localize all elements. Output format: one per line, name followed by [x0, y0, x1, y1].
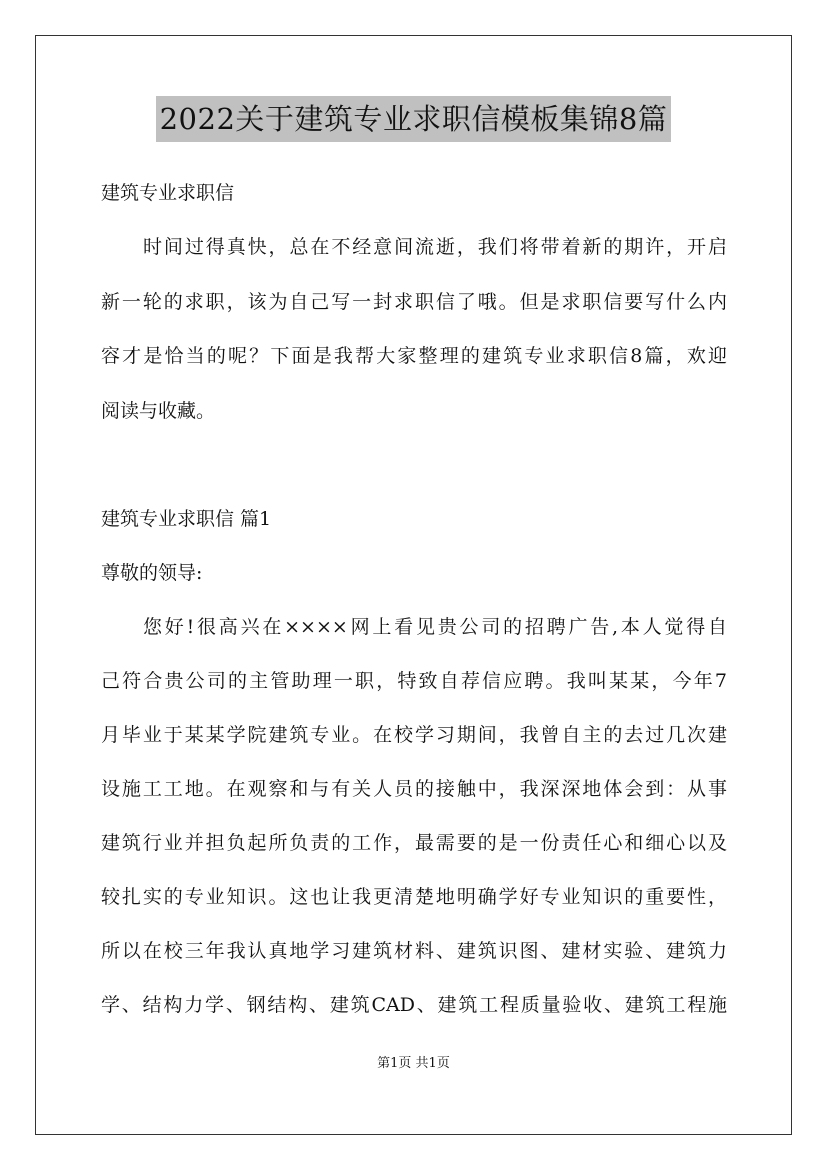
body-line: 较扎实的专业知识。这也让我更清楚地明确学好专业知识的重要性，: [101, 886, 727, 908]
body-line: 月毕业于某某学院建筑专业。在校学习期间，我曾自主的去过几次建: [101, 724, 727, 746]
heading: 建筑专业求职信: [101, 182, 235, 204]
salutation: 尊敬的领导:: [101, 562, 203, 584]
body-line: 学、结构力学、钢结构、建筑CAD、建筑工程质量验收、建筑工程施: [101, 994, 727, 1016]
body-line: 己符合贵公司的主管助理一职，特致自荐信应聘。我叫某某，今年7: [101, 670, 727, 692]
title-container: [0, 96, 827, 142]
body-line: 建筑行业并担负起所负责的工作，最需要的是一份责任心和细心以及: [101, 832, 727, 854]
intro-line: 阅读与收藏。: [101, 400, 216, 422]
body-line: 您好!很高兴在××××网上看见贵公司的招聘广告,本人觉得自: [143, 616, 727, 638]
intro-line: 容才是恰当的呢？下面是我帮大家整理的建筑专业求职信8篇，欢迎: [101, 345, 727, 367]
body-line: 设施工工地。在观察和与有关人员的接触中，我深深地体会到：从事: [101, 778, 727, 800]
section-title: 建筑专业求职信 篇1: [101, 508, 272, 530]
body-line: 所以在校三年我认真地学习建筑材料、建筑识图、建材实验、建筑力: [101, 940, 727, 962]
intro-line: 时间过得真快，总在不经意间流逝，我们将带着新的期许，开启: [143, 236, 727, 258]
page-footer: 第1页 共1页: [377, 1056, 450, 1071]
intro-line: 新一轮的求职，该为自己写一封求职信了哦。但是求职信要写什么内: [101, 291, 727, 313]
document-title: 2022关于建筑专业求职信模板集锦8篇: [156, 96, 672, 142]
